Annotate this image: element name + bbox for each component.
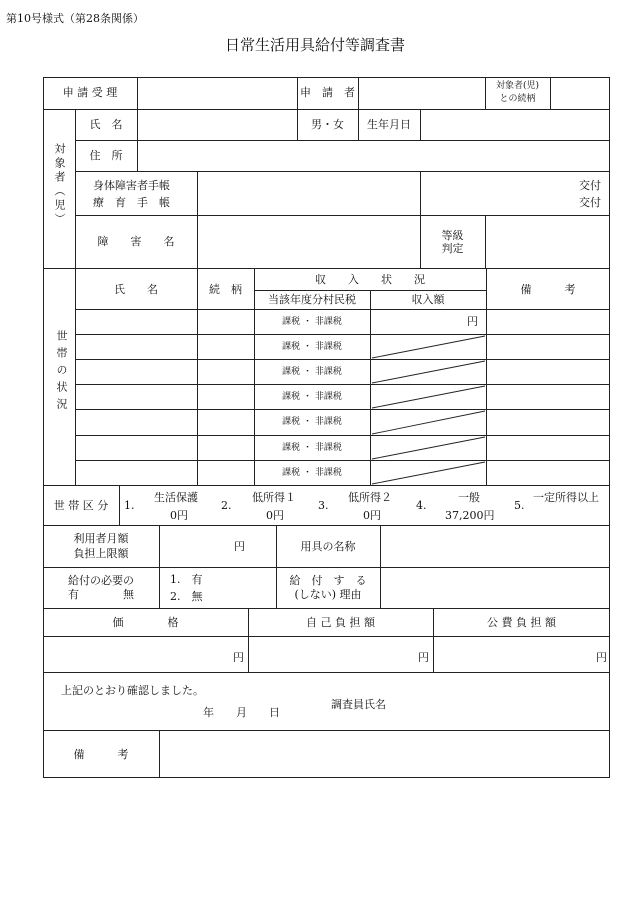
issued-1: 交付 [579, 179, 601, 192]
cert-field[interactable] [198, 172, 419, 214]
self-burden-field[interactable] [249, 637, 432, 671]
cat-num: 1. [124, 499, 135, 512]
self-burden-yen: 円 [418, 651, 429, 664]
equipment-label: 用具の名称 [300, 540, 356, 553]
applicant-field[interactable] [359, 78, 484, 108]
diagonal-line [372, 437, 485, 459]
gender-select[interactable]: 男・女 [311, 118, 344, 131]
tax-header: 当該年度分村民税 [268, 293, 356, 306]
grade-label-line2: 判定 [441, 242, 464, 255]
receipt-field[interactable] [138, 78, 296, 108]
tax-option[interactable]: 課税 ・ 非課税 [282, 367, 342, 377]
investigator-name-field[interactable] [400, 690, 600, 718]
reason-label-line1: 給 付 す る [289, 574, 367, 587]
diagonal-line [372, 411, 485, 434]
cat-value: 0円 [170, 509, 188, 522]
relation-label-line1: 対象者(児) [495, 81, 540, 91]
price-yen: 円 [233, 651, 244, 664]
cat-num: 2. [221, 499, 232, 512]
disability-field[interactable] [198, 216, 419, 267]
public-burden-label: 公 費 負 担 額 [487, 616, 556, 629]
reason-field[interactable] [381, 568, 609, 607]
diagonal-line [372, 336, 485, 358]
cat-value: 37,200円 [445, 509, 495, 522]
remarks-field[interactable] [160, 731, 609, 777]
public-burden-yen: 円 [596, 651, 607, 664]
cat-value: 0円 [363, 509, 381, 522]
relation-label-line2: との続柄 [499, 94, 536, 104]
self-burden-label: 自 己 負 担 額 [306, 616, 375, 629]
subject-name-field[interactable] [138, 110, 296, 139]
dob-label: 生年月日 [367, 118, 411, 131]
equipment-name-field[interactable] [381, 526, 609, 566]
physical-cert-label: 身体障害者手帳 [93, 179, 170, 192]
tax-option[interactable]: 課税 ・ 非課税 [282, 342, 342, 352]
cat-name: 低所得２ [348, 491, 392, 504]
household-side-label: 世帯の状況 [55, 330, 68, 415]
receipt-label: 申 請 受 理 [62, 86, 118, 99]
document-title: 日常生活用具給付等調査書 [224, 36, 405, 54]
form-number: 第10号様式（第28条関係） [6, 12, 144, 25]
burden-limit-field[interactable] [160, 526, 275, 566]
public-burden-field[interactable] [434, 637, 609, 671]
address-label: 住 所 [89, 149, 123, 162]
tax-option[interactable]: 課税 ・ 非課税 [282, 392, 342, 402]
rehab-cert-label: 療 育 手 帳 [93, 196, 170, 209]
hh-relation-header: 続 柄 [209, 283, 242, 296]
cat-name: 一定所得以上 [533, 491, 599, 504]
tax-option[interactable]: 課税 ・ 非課税 [282, 468, 342, 478]
necessity-label-line1: 給付の必要の [68, 574, 134, 587]
tax-option[interactable]: 課税 ・ 非課税 [282, 443, 342, 453]
amount-header: 収入額 [411, 293, 445, 306]
tax-option[interactable]: 課税 ・ 非課税 [282, 317, 342, 327]
cat-num: 3. [318, 499, 329, 512]
name-label: 氏 名 [89, 118, 123, 131]
tax-option[interactable]: 課税 ・ 非課税 [282, 417, 342, 427]
cat-name: 一般 [458, 491, 480, 504]
diagonal-line [372, 462, 485, 484]
burden-label-line2: 負担上限額 [73, 547, 129, 560]
issued-2: 交付 [579, 196, 601, 209]
investigator-label: 調査員氏名 [331, 698, 386, 711]
necessity-option-no[interactable]: 2. 無 [170, 590, 203, 603]
income-header: 収 入 状 況 [315, 273, 425, 286]
grade-field[interactable] [486, 216, 609, 267]
subject-side-label: 対象者（児） [53, 143, 66, 227]
cat-num: 5. [514, 499, 525, 512]
price-field[interactable] [44, 637, 247, 671]
confirmation-date: 年 月 日 [203, 706, 280, 719]
cat-name: 生活保護 [154, 491, 198, 504]
cat-num: 4. [416, 499, 427, 512]
necessity-label-line2: 有 無 [68, 588, 134, 601]
category-label: 世 帯 区 分 [53, 499, 109, 512]
amount-yen: 円 [467, 315, 478, 328]
applicant-label: 申 請 者 [300, 86, 355, 99]
cat-value: 0円 [266, 509, 284, 522]
diagonal-line [372, 386, 485, 408]
burden-yen: 円 [234, 540, 245, 553]
confirmation-text: 上記のとおり確認しました。 [61, 684, 204, 697]
necessity-option-yes[interactable]: 1. 有 [170, 573, 203, 586]
hh-name-header: 氏 名 [114, 283, 158, 296]
address-field[interactable] [138, 141, 609, 170]
burden-label-line1: 利用者月額 [73, 532, 129, 545]
relation-field[interactable] [551, 78, 609, 108]
price-label: 価 格 [112, 616, 179, 629]
grade-label-line1: 等級 [441, 229, 464, 242]
hh-remarks-header: 備 考 [520, 283, 576, 296]
diagonal-line [372, 361, 485, 383]
reason-label-line2: (しない) 理由 [294, 588, 362, 601]
remarks-label: 備 考 [73, 748, 129, 761]
disability-label: 障 害 名 [97, 235, 175, 248]
cat-name: 低所得１ [252, 491, 296, 504]
dob-field[interactable] [421, 110, 609, 139]
